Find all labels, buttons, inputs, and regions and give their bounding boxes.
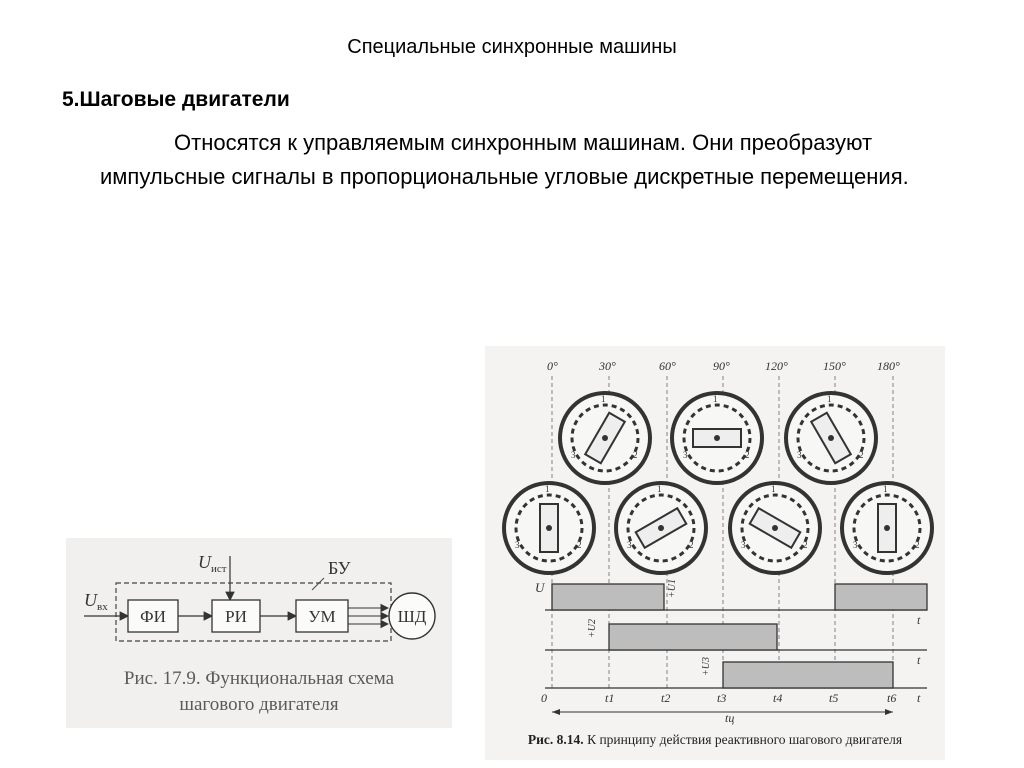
motor-label: ШД [397, 607, 427, 626]
pulse-label: +U1 [667, 579, 678, 598]
time-label: t [917, 691, 921, 705]
input-label: $U_{вх}$ [84, 590, 108, 613]
svg-text:3: 3 [683, 450, 688, 460]
group-leader [312, 578, 324, 590]
svg-text:2: 2 [633, 450, 638, 460]
block-fi-label: ФИ [140, 607, 166, 626]
svg-text:2: 2 [859, 450, 864, 460]
pulse-phase-2 [609, 624, 777, 650]
time-mark: t5 [829, 691, 839, 705]
pulse-label: +U2 [587, 619, 598, 638]
svg-text:1: 1 [657, 484, 662, 494]
pulse-label: +U3 [701, 657, 712, 676]
angle-label: 150° [823, 359, 846, 373]
block-ri-label: РИ [225, 607, 247, 626]
voltage-axis-label: U [535, 580, 545, 595]
svg-text:1: 1 [883, 484, 888, 494]
section-heading: 5.Шаговые двигатели [62, 88, 290, 111]
svg-text:1: 1 [771, 484, 776, 494]
rotor-position-180 [842, 483, 932, 573]
svg-text:1: 1 [827, 394, 832, 404]
rotor-position-120 [730, 483, 820, 573]
svg-text:3: 3 [627, 540, 632, 550]
svg-text:1: 1 [713, 394, 718, 404]
svg-text:3: 3 [515, 540, 520, 550]
reactive-motor-figure [485, 346, 945, 760]
svg-text:3: 3 [853, 540, 858, 550]
time-mark: t2 [661, 691, 671, 705]
svg-text:3: 3 [571, 450, 576, 460]
block-diagram-caption [66, 666, 452, 718]
pulse-phase-1b [835, 584, 927, 610]
block-um-label: УМ [308, 607, 336, 626]
caption-line-2: шагового двигателя [179, 694, 339, 715]
time-mark: t1 [605, 691, 615, 705]
rotor-position-30 [560, 393, 650, 483]
zero-label: 0 [541, 691, 547, 705]
body-paragraph [100, 126, 980, 194]
svg-text:3: 3 [741, 540, 746, 550]
svg-text:2: 2 [689, 540, 694, 550]
svg-text:2: 2 [803, 540, 808, 550]
period-label: tц [725, 711, 735, 725]
svg-text:1: 1 [601, 394, 606, 404]
reactive-motor-caption [485, 732, 945, 748]
body-text: Относятся к управляемым синхронным машинам. Они преобразуют импульсные сигналы в пропорциональные угловые дискретные перемещения. [100, 130, 909, 189]
rotor-position-90 [672, 393, 762, 483]
svg-text:1: 1 [545, 484, 550, 494]
time-mark: t4 [773, 691, 783, 705]
pulse-phase-1 [552, 584, 664, 610]
reactive-motor-svg [485, 346, 945, 730]
time-mark: t3 [717, 691, 727, 705]
svg-text:2: 2 [577, 540, 582, 550]
rotor-position-0 [504, 483, 594, 573]
block-diagram-figure [66, 538, 452, 728]
svg-text:2: 2 [915, 540, 920, 550]
angle-label: 0° [547, 359, 558, 373]
angle-label: 60° [659, 359, 676, 373]
rotor-position-150 [786, 393, 876, 483]
slide-title: Специальные синхронные машины [347, 36, 677, 58]
caption-prefix: Рис. 8.14. [527, 732, 584, 747]
time-label: t [917, 613, 921, 627]
time-label: t [917, 653, 921, 667]
time-mark: t6 [887, 691, 897, 705]
caption-line-1: Рис. 17.9. Функциональная схема [123, 668, 395, 689]
angle-label: 30° [599, 359, 616, 373]
source-label: $U_{ист}$ [198, 552, 227, 575]
svg-text:2: 2 [745, 450, 750, 460]
caption-text: К принципу действия реактивного шагового двигателя [587, 732, 903, 747]
angle-label: 180° [877, 359, 900, 373]
svg-text:3: 3 [797, 450, 802, 460]
group-label: БУ [328, 558, 351, 578]
angle-label: 120° [765, 359, 788, 373]
rotor-position-60 [616, 483, 706, 573]
pulse-phase-3 [723, 662, 893, 688]
angle-label: 90° [713, 359, 730, 373]
